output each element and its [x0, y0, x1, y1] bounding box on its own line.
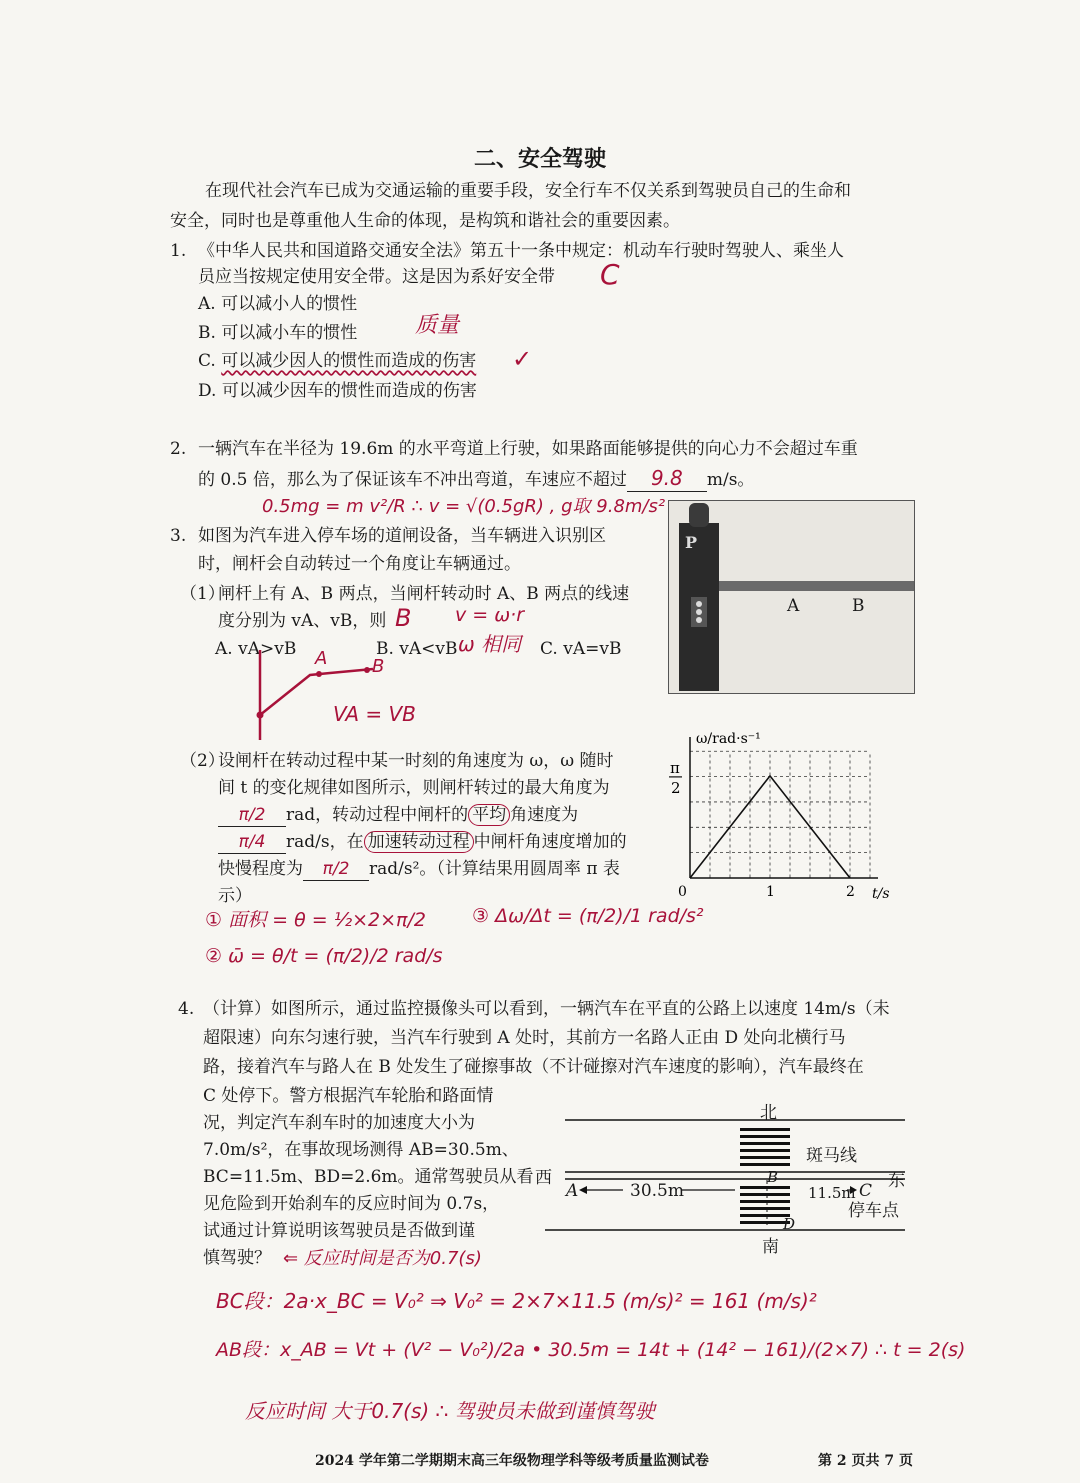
q4-left-line-1: C 处停下。警方根据汽车轮胎和路面情: [203, 1086, 494, 1106]
q3-p2-line-1: 设闸杆在转动过程中某一时刻的角速度为 ω，ω 随时: [218, 751, 614, 771]
q2-line-2-text: 的 0.5 倍，那么为了保证该车不冲出弯道，车速应不超过: [198, 470, 627, 490]
q1-stem-1: 《中华人民共和国道路交通安全法》第五十一条中规定：机动车行驶时驾驶人、乘坐人: [198, 241, 844, 261]
q3-p2-work-1: ① 面积 = θ = ½×2×π/2: [205, 909, 426, 931]
q1-option-b: [198, 322, 357, 344]
q4-line-3: 路，接着汽车与路人在 B 处发生了碰擦事故（不计碰擦对汽车速度的影响），汽车最终在: [203, 1057, 864, 1077]
q1-option-d-text: 可以减少因车的惯性而造成的伤害: [221, 381, 477, 401]
q1-option-c: [198, 350, 476, 372]
chart-x-tick-2: 2: [846, 884, 855, 900]
diagram-east: 东: [888, 1171, 905, 1191]
diagram-stop-label: 停车点: [848, 1201, 899, 1221]
footer-exam-title: 2024 学年第二学期期末高三年级物理学科等级考质量监测试卷: [315, 1453, 709, 1469]
sketch-point-b: [364, 667, 370, 673]
gate-arm: [719, 581, 914, 591]
q4-number: 4.: [178, 999, 195, 1019]
q2-line-1: 一辆汽车在半径为 19.6m 的水平弯道上行驶，如果路面能够提供的向心力不会超过车重: [198, 439, 858, 459]
q3-p1-stem-1: 闸杆上有 A、B 两点，当闸杆转动时 A、B 两点的线速: [218, 584, 630, 604]
q3-p2-line-3: [218, 804, 578, 827]
q2-line-2: [198, 467, 754, 492]
q1-option-a-text: 可以减小人的惯性: [221, 294, 358, 314]
diagram-bc-length: 11.5m: [808, 1184, 856, 1202]
q3-p2-blank-1: [218, 804, 286, 827]
sketch-label-b: B: [372, 656, 385, 677]
q4-work-2: AB段：x_AB = Vt + (V² − V₀²)/2a • 30.5m = 14t + (14² − 161)/(2×7) ∴ t = 2(s): [216, 1339, 966, 1361]
q1-check-mark: ✓: [512, 345, 533, 373]
q3-p2-line-4: [218, 831, 627, 854]
intro-line-2: 安全，同时也是尊重他人生命的体现，是构筑和谐社会的重要因素。: [170, 211, 680, 231]
q2-blank: [627, 467, 707, 492]
q3-number: 3.: [170, 526, 187, 546]
q3-p2-blank-2-answer: π/4: [238, 832, 266, 852]
q3-p2-line-3b: 角速度为: [510, 805, 579, 825]
q3-p1-stem-2: 度分别为 vA、vB，则: [218, 611, 387, 631]
gate-light-1: [696, 601, 702, 607]
q4-question-handwritten: ⇐ 反应时间是否为0.7(s): [283, 1248, 482, 1269]
q3-p2-line-5: [218, 858, 620, 881]
q4-line-1: （计算）如图所示，通过监控摄像头可以看到，一辆汽车在平直的公路上以速度 14m/s（未: [203, 999, 890, 1019]
q2-blank-answer: 9.8: [650, 466, 683, 490]
q1-option-d-label: D.: [198, 381, 217, 401]
zebra-crossing: [740, 1128, 790, 1224]
q3-p1-option-a: A. vA>vB: [215, 639, 297, 659]
q3-p2-line-3a: rad，转动过程中闸杆的: [286, 805, 469, 825]
q4-left-line-2: 况，判定汽车刹车时的加速度大小为: [203, 1113, 475, 1133]
q1-number: 1.: [170, 241, 187, 261]
chart-y-tick-2: 2: [671, 778, 681, 797]
gate-sign: P: [685, 533, 698, 552]
gate-camera: [689, 503, 709, 527]
q3-p2-line-2: 间 t 的变化规律如图所示，则闸杆转过的最大角度为: [218, 778, 610, 798]
q3-p2-blank-3-answer: π/2: [322, 859, 350, 879]
gate-point-a: A: [787, 596, 800, 616]
q3-p2-circled-accelerating: 加速转动过程: [364, 831, 474, 853]
q2-line-2-unit: m/s。: [706, 470, 755, 490]
sketch-point-a: [316, 671, 322, 677]
q1-stem-2: 员应当按规定使用安全带。这是因为系好安全带: [198, 267, 555, 287]
q3-p2-line-5b: rad/s²。（计算结果用圆周率 π 表: [369, 859, 620, 879]
q2-work-handwritten: 0.5mg = m v²/R ∴ v = √(0.5gR) , g取 9.8m/s²: [262, 496, 666, 517]
q3-p2-line-4a: rad/s，在: [286, 832, 364, 852]
q3-p2-work-2: ③ Δω/Δt = (π/2)/1 rad/s²: [472, 905, 704, 927]
diagram-west: 西: [535, 1168, 552, 1188]
q3-p2-blank-3: [303, 858, 369, 881]
q4-work-1: BC段：2a·x_BC = V₀² ⇒ V₀² = 2×7×11.5 (m/s)² = 161 (m/s)²: [216, 1289, 817, 1313]
footer-page-number: 第 2 页共 7 页: [818, 1453, 913, 1469]
chart-x-tick-1: 1: [766, 884, 775, 900]
q4-left-line-7: 慎驾驶？: [203, 1248, 271, 1268]
q3-p2-work-3: ② ω̄ = θ/t = (π/2)/2 rad/s: [205, 945, 443, 967]
gate-point-b: B: [852, 596, 865, 616]
q3-p1-note-handwritten: ω 相同: [458, 632, 522, 656]
diagram-ab-length: 30.5m: [630, 1181, 684, 1201]
q3-p2-circled-average: 平均: [468, 804, 510, 826]
diagram-point-d: D: [783, 1215, 796, 1233]
q3-p1-label: （1）: [180, 584, 225, 604]
chart-x-tick-0: 0: [678, 884, 687, 900]
q4-left-line-3: 7.0m/s²，在事故现场测得 AB=30.5m、: [203, 1140, 519, 1160]
q3-p1-option-b: B. vA<vB: [376, 639, 458, 659]
q3-p2-line-5a: 快慢程度为: [218, 859, 303, 879]
q4-left-line-5: 见危险到开始刹车的反应时间为 0.7s，: [203, 1194, 500, 1214]
omega-t-chart: [660, 725, 910, 910]
sketch-label-a: A: [315, 648, 328, 669]
chart-y-tick-pi: π: [670, 758, 680, 777]
q1-note-handwritten: 质量: [415, 313, 460, 338]
diagram-south: 南: [762, 1237, 779, 1257]
diagram-point-c: C: [859, 1181, 873, 1201]
sketch-equation: VA = VB: [333, 702, 416, 726]
ab-arrowhead: [579, 1186, 587, 1194]
q3-stem-2: 时，闸杆会自动转过一个角度让车辆通过。: [198, 554, 521, 574]
q3-p2-line-6: 示）: [218, 886, 252, 906]
section-title: 二、安全驾驶: [474, 146, 607, 172]
q3-p2-blank-2: [218, 831, 286, 854]
chart-y-label: ω/rad·s⁻¹: [696, 731, 761, 747]
q4-left-line-4: BC=11.5m、BD=2.6m。通常驾驶员从看: [203, 1167, 534, 1187]
q1-option-b-label: B.: [198, 323, 216, 343]
q4-left-line-6: 试通过计算说明该驾驶员是否做到谨: [203, 1221, 475, 1241]
q1-option-c-label: C.: [198, 351, 216, 371]
diagram-zebra-label: 斑马线: [806, 1146, 857, 1166]
q1-option-d: [198, 380, 477, 402]
diagram-north: 北: [760, 1103, 777, 1123]
diagram-point-b: B: [767, 1168, 779, 1186]
q4-line-2: 超限速）向东匀速行驶，当汽车行驶到 A 处时，其前方一名路人正由 D 处向北横行马: [203, 1028, 846, 1048]
chart-x-label: t/s: [872, 886, 890, 902]
chart-grid: [690, 751, 870, 878]
barrier-gate-photo: [668, 500, 915, 694]
q1-answer-handwritten: C: [600, 258, 620, 291]
q3-p1-option-c: C. vA=vB: [540, 639, 622, 659]
q1-option-b-text: 可以减小车的惯性: [221, 323, 358, 343]
diagram-point-a: A: [566, 1181, 579, 1201]
q1-option-a-label: A.: [198, 294, 216, 314]
q3-p2-line-4b: 中闸杆角速度增加的: [473, 832, 627, 852]
q1-option-c-text: 可以减少因人的惯性而造成的伤害: [221, 351, 477, 371]
q3-stem-1: 如图为汽车进入停车场的道闸设备，当车辆进入识别区: [198, 526, 606, 546]
q3-p1-answer-handwritten: B: [395, 604, 412, 632]
intro-line-1: 在现代社会汽车已成为交通运输的重要手段，安全行车不仅关系到驾驶员自己的生命和: [205, 181, 851, 201]
q3-p1-formula-handwritten: v = ω·r: [455, 604, 525, 626]
q3-p2-label: （2）: [180, 751, 225, 771]
gate-light-3: [696, 617, 702, 623]
q2-number: 2.: [170, 439, 187, 459]
q3-p2-blank-1-answer: π/2: [238, 805, 266, 825]
road-diagram: [535, 1100, 915, 1255]
q1-option-a: [198, 293, 357, 315]
sketch-pivot: [257, 712, 264, 719]
q4-work-3: 反应时间 大于0.7(s) ∴ 驾驶员未做到谨慎驾驶: [245, 1399, 655, 1423]
gate-light-2: [696, 609, 702, 615]
